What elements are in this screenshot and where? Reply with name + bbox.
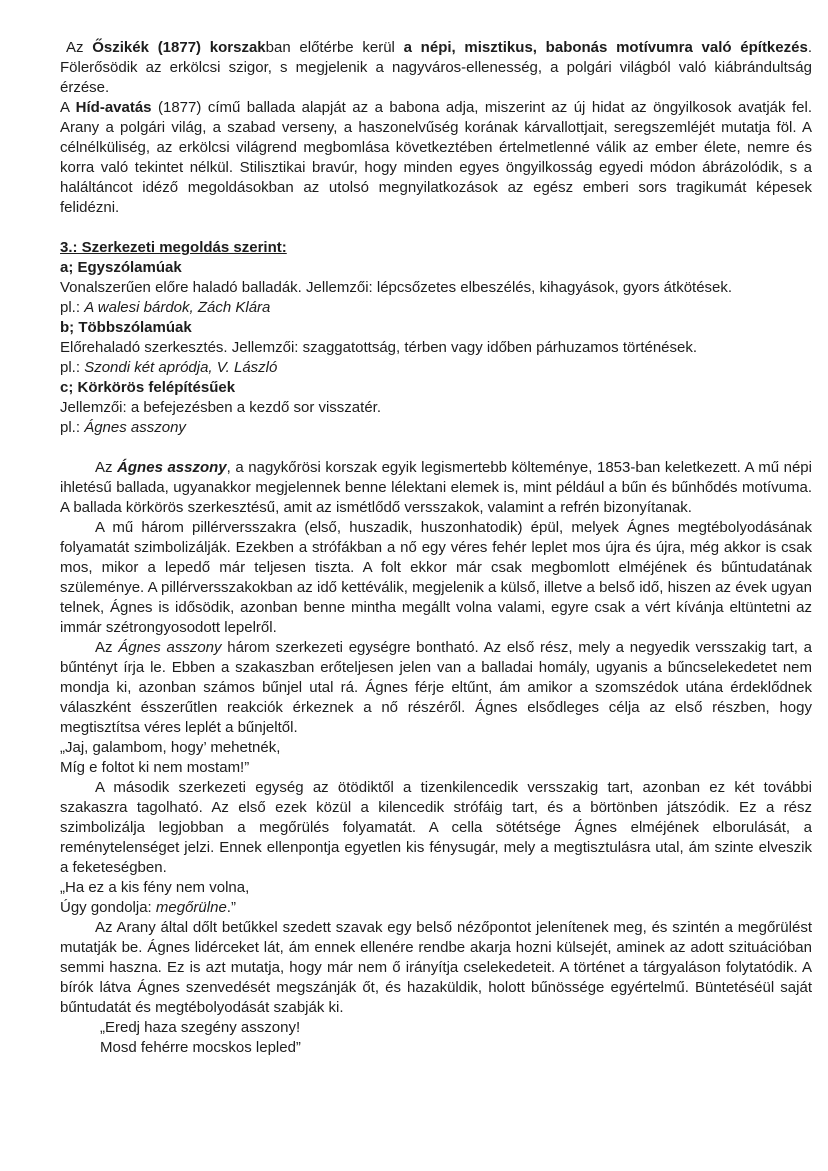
text-segment: b; Többszólamúak	[60, 319, 192, 336]
text-segment: Mosd fehérre mocskos lepled”	[100, 1039, 301, 1056]
blank-line	[60, 218, 812, 238]
text-segment: a népi, misztikus, babonás motívumra való építkezés	[403, 39, 808, 56]
text-segment: megőrülne	[155, 899, 227, 916]
text-segment: c; Körkörös felépítésűek	[60, 379, 236, 396]
paragraph-szerkezeti-egysegek	[60, 638, 812, 738]
text-segment: Az	[66, 39, 93, 56]
text-segment: 3.: Szerkezeti megoldás szerint:	[60, 239, 287, 256]
text-segment: Vonalszerűen előre haladó balladák. Jellemzői: lépcsőzetes elbeszélés, kihagyások, gyors átkötések.	[60, 279, 733, 296]
text-segment: A	[60, 99, 76, 116]
list-item-c-desc	[60, 398, 812, 418]
text-segment: A második szerkezeti egység az ötödiktől a tizenkilencedik versszakig tart, azonban ez két további szakaszra tagolható. Az első ezek közül a kilencedik strófáig tart, és a börtönben játszódik. Ez a rész szimbolizálja legjobban a megőrülés folyamatát. A cella sötétsége Ágnes elméjének elborulását, a reménytelenséget jelzi. Ennek ellenpontja egyetlen kis fénysugár, mely a megtisztulásra utal, ám szinte elveszik a feketeségben.	[60, 779, 812, 876]
text-segment: (1877) című ballada alapját az a babona adja, miszerint az új hidat az öngyilkosok avatják fel. Arany a polgári világ, a szabad verseny, a haszonelvűség korának kárvallottjait, seregszemléjét mutatja föl. A célnélküliség, az erkölcsi világrend megbomlása következtében értelmetlenné válik az ember élete, nemre és korra való tekintet nélkül. Stilisztikai bravúr, hogy minden egyes öngyilkosság egyedi módon ábrázolódik, s a haláltáncot idéző megoldásokban az utolsó megnyilatkozások az egész emberi sors tragikumát képesek felidézni.	[60, 99, 812, 216]
text-segment: Előrehaladó szerkesztés. Jellemzői: szaggatottság, térben vagy időben párhuzamos történések.	[60, 339, 698, 356]
text-segment: , a nagykőrösi korszak egyik legismertebb költeménye, 1853-ban keletkezett. A mű népi ihletésű ballada, ugyanakkor megjelennek benne lélektani elemek is, mint például a bűn és bűnhődés motívuma. A ballada körkörös szerkesztésű, amit az ismétlődő versszakok, valamint a refrén bizonyítanak.	[60, 459, 812, 516]
text-segment: pl.:	[60, 419, 85, 436]
text-segment: „Ha ez a kis fény nem volna,	[60, 879, 250, 896]
text-segment: Őszikék (1877) korszak	[92, 39, 266, 56]
quote-line-indented	[60, 1038, 812, 1058]
text-segment: .”	[226, 899, 236, 916]
paragraph-oszikek	[60, 38, 812, 98]
list-item-a-title	[60, 258, 812, 278]
quote-line	[60, 758, 812, 778]
quote-line	[60, 898, 812, 918]
paragraph-agnes-intro	[60, 458, 812, 518]
section-heading	[60, 238, 812, 258]
text-segment: . Fölerősödik az erkölcsi szigor, s megjelenik a nagyváros-ellenesség, a polgári világból való kiábrándultság érzése.	[60, 39, 812, 96]
text-segment: Míg e foltot ki nem mostam!”	[60, 759, 250, 776]
text-segment: Az	[95, 459, 118, 476]
paragraph-masodik-egyseg	[60, 778, 812, 878]
list-item-b-example	[60, 358, 812, 378]
text-segment: Az	[95, 639, 119, 656]
text-segment: Jellemzői: a befejezésben a kezdő sor visszatér.	[60, 399, 381, 416]
list-item-c-example	[60, 418, 812, 438]
list-item-a-desc	[60, 278, 812, 298]
text-segment: A walesi bárdok, Zách Klára	[84, 299, 271, 316]
text-segment: Híd-avatás	[75, 99, 152, 116]
text-segment: Ágnes asszony	[117, 459, 227, 476]
text-segment: Ágnes asszony	[118, 639, 222, 656]
paragraph-dolt-betuk	[60, 918, 812, 1018]
text-segment: pl.:	[60, 299, 85, 316]
quote-line	[60, 738, 812, 758]
list-item-a-example	[60, 298, 812, 318]
paragraph-pillerversszakok	[60, 518, 812, 638]
text-segment: „Jaj, galambom, hogy’ mehetnék,	[60, 739, 281, 756]
blank-line	[60, 438, 812, 458]
text-segment: a; Egyszólamúak	[60, 259, 182, 276]
list-item-b-desc	[60, 338, 812, 358]
text-segment: Úgy gondolja:	[60, 899, 156, 916]
text-segment: pl.:	[60, 359, 85, 376]
text-segment: három szerkezeti egységre bontható. Az első rész, mely a negyedik versszakig tart, a bűntényt írja le. Ebben a szakaszban erőteljesen jelen van a balladai homály, ugyanis a bűncselekedetet nem mondja ki, azonban számos bűnjel utal rá. Ágnes férje eltűnt, ám amikor a szomszédok utána érdeklődnek válaszként ésszerűtlen reakciók érkeznek a nő részéről. Ágnes elsődleges célja az első részben, hogy megtisztítsa véres leplét a bűnjeltől.	[60, 639, 812, 736]
text-segment: Az Arany által dőlt betűkkel szedett szavak egy belső nézőpontot jelenítenek meg, és szintén a megőrülést mutatják be. Ágnes lidérceket lát, ám ennek ellenére rendbe akarja hozni külsejét, aminek az adott szituációban semmi haszna. Ez is azt mutatja, hogy már nem ő irányítja cselekedeteit. A történet a tárgyaláson folytatódik. A bírók látva Ágnes szenvedését megszánják őt, és hazaküldik, holott bűnössége egyértelmű. Büntetéséül saját bűntudatát és megtébolyodását szabják ki.	[60, 919, 812, 1016]
text-segment: „Eredj haza szegény asszony!	[100, 1019, 301, 1036]
text-segment: Szondi két apródja, V. László	[84, 359, 278, 376]
text-segment: A mű három pillérversszakra (első, huszadik, huszonhatodik) épül, melyek Ágnes megtébolyodásának folyamatát szimbolizálják. Ezekben a strófákban a nő egy véres fehér leplet mos újra és újra, még akkor is csak mos, mikor a lepedő már teljesen tiszta. A folt ekkor már csak megbomlott elméjének és bűntudatának szüleménye. A pillérversszakokban az idő kettéválik, megjelenik a külső, illetve a belső idő, hiszen az évek ugyan telnek, Ágnes is idősödik, azonban benne mintha megállt volna valami, egyre csak a vért kívánja eltüntetni az immár szétrongyosodott lepelről.	[60, 519, 812, 636]
text-segment: Ágnes asszony	[84, 419, 186, 436]
quote-line	[60, 878, 812, 898]
list-item-c-title	[60, 378, 812, 398]
quote-line-indented	[60, 1018, 812, 1038]
list-item-b-title	[60, 318, 812, 338]
paragraph-hid-avatas	[60, 98, 812, 218]
text-segment: ban előtérbe kerül	[265, 39, 404, 56]
